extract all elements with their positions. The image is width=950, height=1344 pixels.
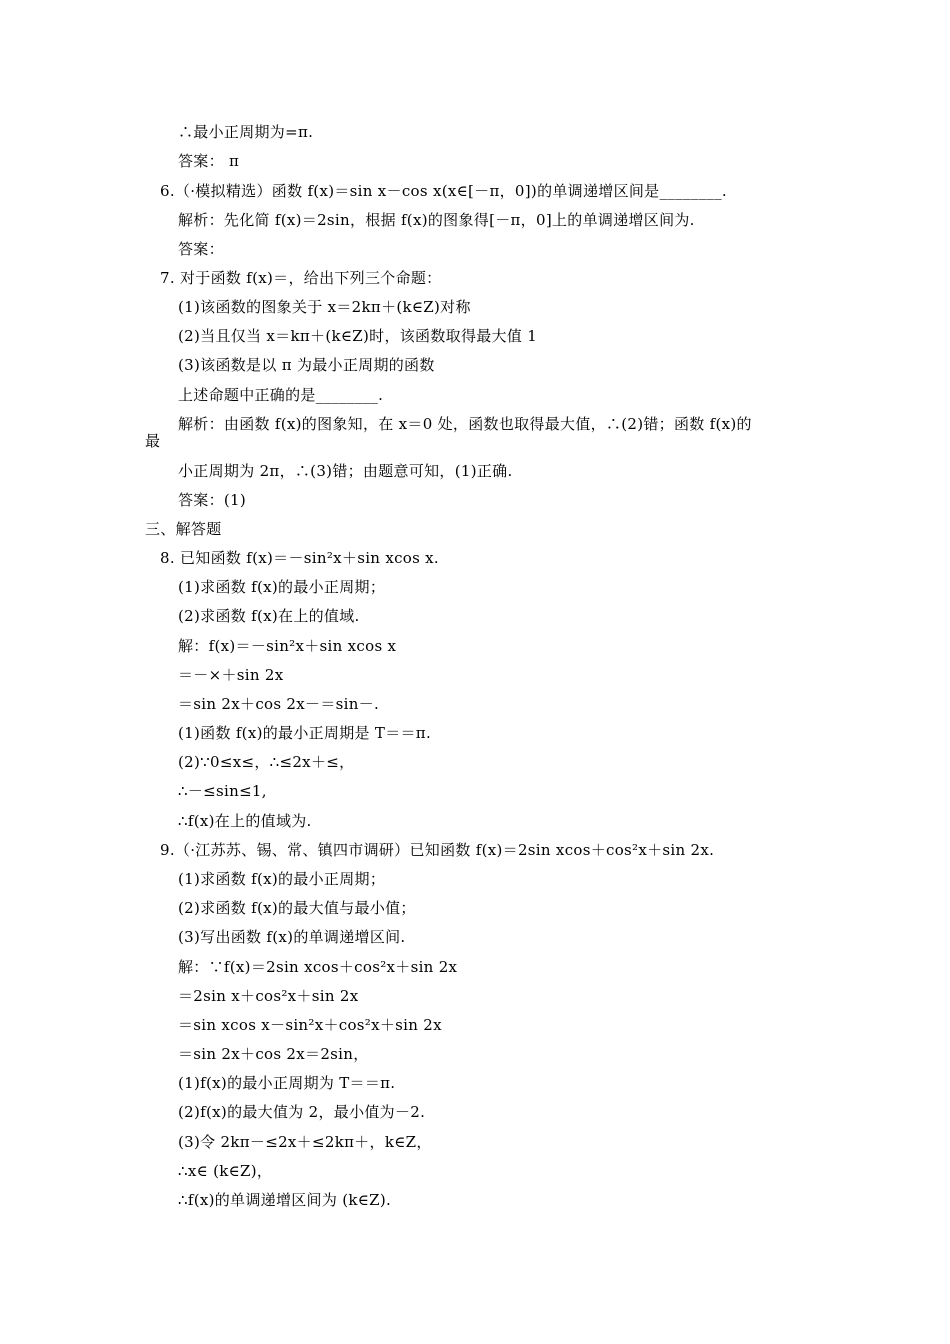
text-line: ＝2sin x＋cos²x＋sin 2x <box>178 987 359 1005</box>
text-line: (3)写出函数 f(x)的单调递增区间. <box>178 928 406 946</box>
text-line: ＝sin 2x＋cos 2x＝2sin， <box>178 1045 369 1063</box>
text-line: ∴最小正周期为=π. <box>178 123 314 141</box>
proposition-3: (3)该函数是以 π 为最小正周期的函数 <box>178 356 435 374</box>
text-line: (1)求函数 f(x)的最小正周期； <box>178 578 386 596</box>
text-line: ∴f(x)的单调递增区间为 (k∈Z). <box>178 1191 392 1209</box>
answer-line: 答案： <box>178 240 224 258</box>
text-line: ∴x∈ (k∈Z)， <box>178 1162 273 1180</box>
solution-line: 解：f(x)＝－sin²x＋sin xcos x <box>178 637 397 655</box>
text-line: (2)求函数 f(x)在上的值域. <box>178 607 360 625</box>
question-6: 6.（·模拟精选）函数 f(x)＝sin x－cos x(x∈[－π，0])的单调递增区间是________. <box>160 182 727 200</box>
text-line: ＝sin xcos x－sin²x＋cos²x＋sin 2x <box>178 1016 442 1034</box>
text-line: 最 <box>145 432 161 450</box>
question-9: 9.（·江苏苏、锡、常、镇四市调研）已知函数 f(x)＝2sin xcos＋cos²x＋sin 2x. <box>160 841 715 859</box>
question-8: 8. 已知函数 f(x)＝－sin²x＋sin xcos x. <box>160 549 440 567</box>
solution-line: 解：∵f(x)＝2sin xcos＋cos²x＋sin 2x <box>178 958 458 976</box>
text-line: (1)f(x)的最小正周期为 T＝＝π. <box>178 1074 396 1092</box>
proposition-1: (1)该函数的图象关于 x＝2kπ＋(k∈Z)对称 <box>178 298 471 316</box>
answer-line: 答案： π <box>178 152 240 170</box>
text-line: (2)求函数 f(x)的最大值与最小值； <box>178 899 416 917</box>
proposition-2: (2)当且仅当 x＝kπ＋(k∈Z)时，该函数取得最大值 1 <box>178 327 538 345</box>
text-line: (1)函数 f(x)的最小正周期是 T＝＝π. <box>178 724 432 742</box>
text-line: (2)∵0≤x≤，∴≤2x＋≤， <box>178 753 355 771</box>
analysis-line: 解析：由函数 f(x)的图象知，在 x＝0 处，函数也取得最大值，∴(2)错；函数 f(x)的 <box>178 415 752 433</box>
text-line: ∴f(x)在上的值域为. <box>178 812 312 830</box>
text-line: (1)求函数 f(x)的最小正周期； <box>178 870 386 888</box>
text-line: (3)令 2kπ－≤2x＋≤2kπ＋，k∈Z， <box>178 1133 432 1151</box>
answer-line: 答案：(1) <box>178 491 247 509</box>
question-7: 7. 对于函数 f(x)＝，给出下列三个命题： <box>160 269 442 287</box>
text-line: 小正周期为 2π，∴(3)错；由题意可知，(1)正确. <box>178 462 513 480</box>
analysis-line: 解析：先化简 f(x)＝2sin，根据 f(x)的图象得[－π，0]上的单调递增区间为. <box>178 211 695 229</box>
section-heading: 三、解答题 <box>145 520 222 538</box>
text-line: (2)f(x)的最大值为 2，最小值为－2. <box>178 1103 426 1121</box>
text-line: 上述命题中正确的是________. <box>178 386 384 404</box>
text-line: ＝－×＋sin 2x <box>178 666 284 684</box>
text-line: ＝sin 2x＋cos 2x－＝sin－. <box>178 695 380 713</box>
text-line: ∴－≤sin≤1, <box>178 782 267 800</box>
